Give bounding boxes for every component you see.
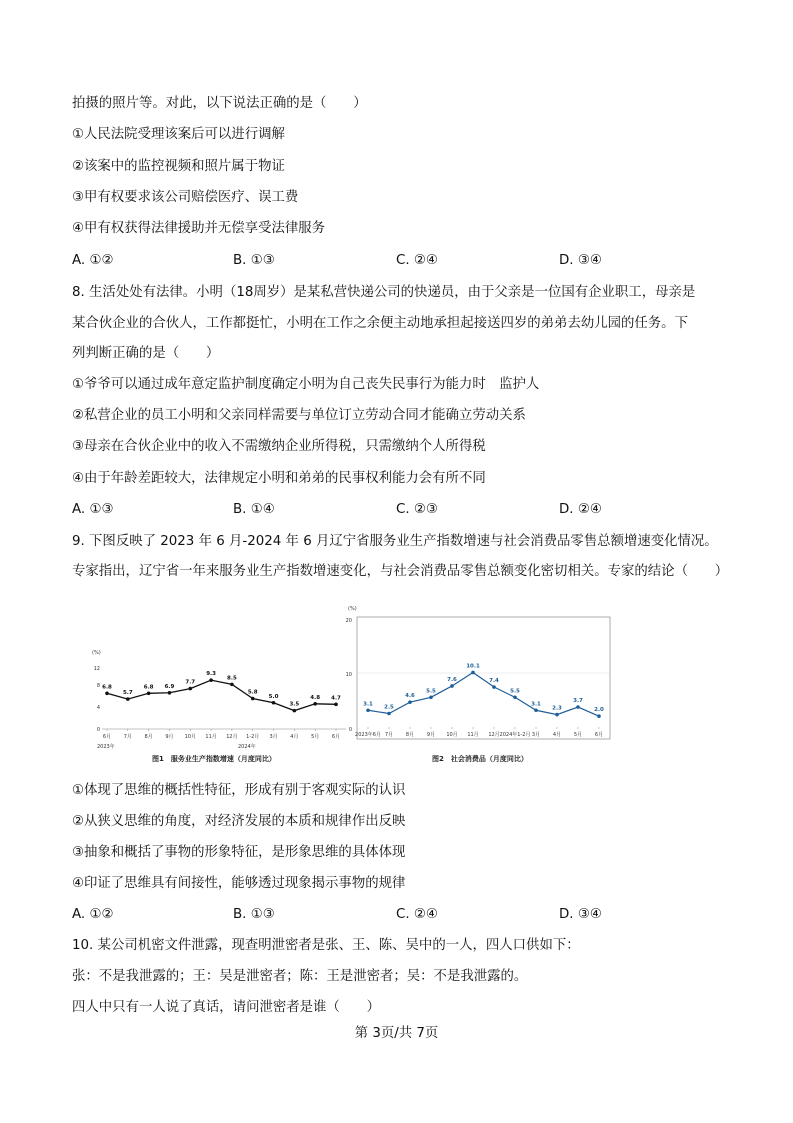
q7-option-b[interactable]: B. ①③ (233, 253, 275, 268)
q7-item-3: ③甲有权要求该公司赔偿医疗、误工费 (72, 190, 299, 205)
q8-item-2: ②私营企业的员工小明和父亲同样需要与单位订立劳动合同才能确立劳动关系 (72, 408, 526, 423)
chart1-title: 图1 服务业生产指数增速（月度同比） (152, 755, 276, 763)
q9-item-2: ②从狭义思维的角度，对经济发展的本质和规律作出反映 (72, 814, 406, 829)
chart1-ytick-0: 0 (96, 727, 100, 733)
chart2-category-label: 7月 (384, 732, 394, 738)
chart2-value-label: 3.1 (531, 701, 541, 708)
q7-stem-line: 拍摄的照片等。对此，以下说法正确的是（ ） (72, 96, 367, 111)
chart2-value-label: 5.5 (426, 688, 436, 695)
chart1-point (147, 692, 151, 696)
chart1-point (168, 691, 172, 695)
chart1-point (334, 703, 338, 707)
chart1-value-label: 6.9 (164, 683, 175, 690)
chart2-value-label: 4.6 (405, 693, 415, 700)
chart1-point (126, 697, 130, 701)
chart2-value-label: 10.1 (466, 663, 480, 670)
q9-stem-line-1: 9. 下图反映了 2023 年 6 月-2024 年 6 月辽宁省服务业生产指数增速与社会消费品零售总额增速变化情况。 (72, 534, 718, 549)
chart2-ytick-0: 0 (348, 727, 352, 733)
chart1-point (188, 687, 192, 691)
q9-figure (72, 605, 612, 770)
chart2-point (576, 705, 580, 709)
q10-stem-line-1: 10. 某公司机密文件泄露，现查明泄密者是张、王、陈、吴中的一人，四人口供如下： (72, 938, 580, 953)
chart1-category-label: 11月 (205, 734, 217, 740)
chart1-value-label: 7.7 (185, 679, 196, 686)
chart1-value-label: 4.7 (331, 695, 341, 702)
chart2-point (450, 684, 454, 688)
chart2-point (471, 671, 475, 675)
q7-item-4: ④甲有权获得法律援助并无偿享受法律服务 (72, 221, 326, 236)
chart2-value-label: 7.4 (489, 678, 499, 685)
chart2-category-label: 9月 (426, 732, 436, 738)
q9-item-3: ③抽象和概括了事物的形象特征，是形象思维的具体体现 (72, 845, 406, 860)
chart2-category-label: 4月 (552, 732, 562, 738)
chart2-value-label: 3.7 (573, 698, 583, 705)
chart2-marks (355, 663, 604, 738)
q7-option-d[interactable]: D. ③④ (559, 253, 602, 268)
chart2-ytick-10: 10 (345, 672, 352, 678)
chart2-category-label: 12月 (488, 732, 500, 738)
chart1-category-label: 12月 (226, 734, 238, 740)
chart2-point (408, 700, 412, 704)
chart1-value-label: 6.8 (143, 684, 154, 691)
chart1-point (209, 678, 213, 682)
q8-option-d[interactable]: D. ②④ (559, 502, 602, 517)
chart2-point (534, 708, 538, 712)
chart2-value-label: 2.0 (594, 707, 604, 714)
chart1-category-label: 6月 (102, 734, 112, 740)
chart1-category-label: 1-2月 (246, 734, 260, 740)
q8-item-4: ④由于年龄差距较大，法律规定小明和弟弟的民事权利能力会有所不同 (72, 471, 486, 486)
q9-charts-svg (72, 605, 612, 770)
chart1 (92, 650, 346, 763)
chart1-category-label: 9月 (165, 734, 174, 740)
chart2-series-line (368, 672, 599, 716)
q9-option-a[interactable]: A. ①② (72, 907, 114, 922)
chart1-value-label: 6.8 (102, 684, 112, 691)
q9-item-1: ①体现了思维的概括性特征，形成有别于客观实际的认识 (72, 783, 406, 798)
chart2-point (429, 696, 433, 700)
chart1-year-2023: 2023年 (97, 744, 115, 750)
chart2-point (366, 708, 370, 712)
q9-option-b[interactable]: B. ①③ (233, 907, 275, 922)
q9-stem-line-2: 专家指出，辽宁省一年来服务业生产指数增速变化，与社会消费品零售总额变化密切相关。专家的结论（ ） (72, 564, 729, 579)
chart2-category-label: 3月 (531, 732, 541, 738)
chart2-point (513, 696, 517, 700)
q10-stem-line-3: 四人中只有一人说了真话，请问泄密者是谁（ ） (72, 1000, 380, 1015)
q8-stem-line-1: 8. 生活处处有法律。小明（18周岁）是某私营快递公司的快递员，由于父亲是一位国有企业职工，母亲是 (72, 285, 696, 300)
chart2-title: 图2 社会消费品（月度同比） (432, 755, 528, 763)
chart2-category-label: 8月 (405, 732, 415, 738)
chart2-point (597, 714, 601, 718)
q8-option-a[interactable]: A. ①③ (72, 502, 114, 517)
chart1-ylabel: (%) (92, 650, 101, 656)
chart1-point (293, 709, 297, 713)
chart1-category-label: 3月 (269, 734, 278, 740)
chart1-value-label: 4.8 (310, 694, 321, 701)
chart1-year-2024: 2024年 (238, 744, 256, 750)
q7-item-1: ①人民法院受理该案后可以进行调解 (72, 127, 285, 142)
chart1-category-label: 6月 (331, 734, 341, 740)
chart1-point (313, 702, 317, 706)
q7-option-c[interactable]: C. ②④ (396, 253, 438, 268)
chart1-value-label: 5.8 (247, 689, 258, 696)
q10-stem-line-2: 张：不是我泄露的；王：吴是泄密者；陈：王是泄密者；吴：不是我泄露的。 (72, 969, 528, 984)
chart1-category-label: 10月 (184, 734, 196, 740)
chart1-value-label: 3.5 (289, 701, 300, 708)
chart1-value-label: 9.3 (206, 671, 216, 678)
chart1-value-label: 5.0 (268, 693, 279, 700)
page-footer: 第 3页/共 7页 (354, 1026, 439, 1041)
chart1-category-label: 7月 (123, 734, 132, 740)
chart2-value-label: 2.3 (552, 705, 562, 712)
q8-stem-line-2: 某合伙企业的合伙人，工作都挺忙，小明在工作之余便主动地承担起接送四岁的弟弟去幼儿园的任务。下 (72, 316, 688, 331)
q9-item-4: ④印证了思维具有间接性，能够透过现象揭示事物的规律 (72, 876, 406, 891)
q8-item-3: ③母亲在合伙企业中的收入不需缴纳企业所得税，只需缴纳个人所得税 (72, 439, 486, 454)
q7-item-2: ②该案中的监控视频和照片属于物证 (72, 159, 285, 174)
q9-option-d[interactable]: D. ③④ (559, 907, 602, 922)
chart1-point (272, 701, 276, 705)
chart1-ytick-4: 4 (96, 705, 100, 711)
chart1-category-label: 5月 (311, 734, 320, 740)
chart2-category-label: 2024年1-2月 (499, 732, 531, 738)
q9-option-c[interactable]: C. ②④ (396, 907, 438, 922)
chart2-category-label: 6月 (594, 732, 604, 738)
chart1-ytick-12: 12 (93, 666, 100, 672)
q8-option-b[interactable]: B. ①④ (233, 502, 275, 517)
chart2-point (387, 712, 391, 716)
chart2-value-label: 2.5 (384, 704, 394, 711)
chart2-value-label: 5.5 (510, 688, 520, 695)
chart2-ylabel: (%) (348, 606, 357, 612)
chart1-point (105, 692, 109, 696)
q8-item-1: ①爷爷可以通过成年意定监护制度确定小明为自己丧失民事行为能力时 监护人 (72, 377, 540, 392)
q8-option-c[interactable]: C. ②③ (396, 502, 438, 517)
chart2-value-label: 3.1 (363, 701, 373, 708)
q7-option-a[interactable]: A. ①② (72, 253, 114, 268)
q8-stem-line-3: 列判断正确的是（ ） (72, 346, 220, 361)
chart1-category-label: 8月 (144, 734, 153, 740)
chart2-frame (357, 617, 610, 739)
chart1-ytick-8: 8 (96, 683, 100, 689)
chart2-category-label: 2023年6月 (355, 732, 381, 738)
chart2-category-label: 5月 (573, 732, 583, 738)
chart2 (346, 606, 610, 763)
chart1-series-line (107, 680, 336, 710)
chart2-category-label: 11月 (467, 732, 479, 738)
chart1-point (251, 697, 255, 701)
chart2-value-label: 7.6 (447, 676, 457, 683)
chart1-marks (102, 671, 341, 740)
chart2-point (492, 685, 496, 689)
chart2-category-label: 10月 (446, 732, 458, 738)
chart2-point (555, 713, 559, 717)
chart2-ytick-20: 20 (345, 618, 352, 624)
chart1-category-label: 4月 (290, 734, 299, 740)
chart1-point (230, 683, 234, 687)
chart1-value-label: 8.5 (227, 675, 237, 682)
chart1-value-label: 5.7 (122, 690, 133, 697)
